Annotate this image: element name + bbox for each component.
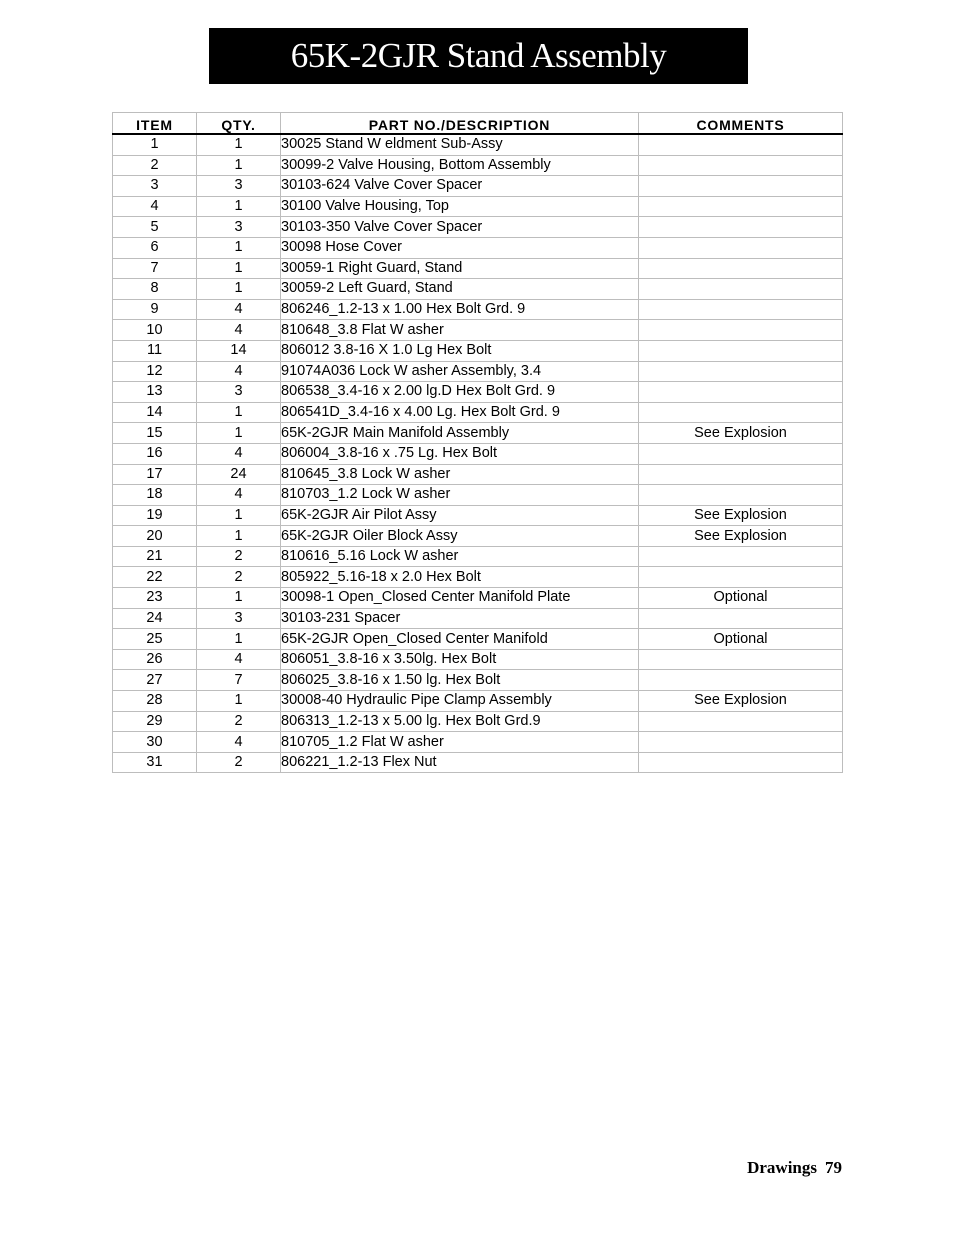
cell-qty: 4 — [197, 485, 281, 506]
page-title: 65K-2GJR Stand Assembly — [209, 28, 748, 84]
cell-item: 18 — [113, 485, 197, 506]
cell-item: 27 — [113, 670, 197, 691]
cell-qty: 1 — [197, 258, 281, 279]
cell-qty: 4 — [197, 299, 281, 320]
table-row — [113, 670, 843, 691]
cell-item: 30 — [113, 732, 197, 753]
cell-item: 17 — [113, 464, 197, 485]
cell-qty: 4 — [197, 361, 281, 382]
cell-description: 30100 Valve Housing, Top — [281, 196, 639, 217]
cell-description: 65K-2GJR Open_Closed Center Manifold — [281, 629, 639, 650]
cell-description: 806004_3.8-16 x .75 Lg. Hex Bolt — [281, 443, 639, 464]
cell-description: 30103-231 Spacer — [281, 608, 639, 629]
cell-qty: 14 — [197, 340, 281, 361]
cell-item: 29 — [113, 711, 197, 732]
column-header-item: ITEM — [113, 113, 197, 135]
cell-description: 30098-1 Open_Closed Center Manifold Plate — [281, 588, 639, 609]
cell-qty: 2 — [197, 711, 281, 732]
cell-comments — [639, 382, 843, 403]
cell-comments — [639, 649, 843, 670]
cell-item: 21 — [113, 546, 197, 567]
cell-qty: 1 — [197, 134, 281, 155]
cell-item: 23 — [113, 588, 197, 609]
cell-item: 8 — [113, 279, 197, 300]
cell-qty: 1 — [197, 526, 281, 547]
table-row — [113, 649, 843, 670]
cell-item: 16 — [113, 443, 197, 464]
cell-comments — [639, 443, 843, 464]
table-row — [113, 546, 843, 567]
table-row — [113, 526, 843, 547]
cell-item: 11 — [113, 340, 197, 361]
cell-description: 806541D_3.4-16 x 4.00 Lg. Hex Bolt Grd. 9 — [281, 402, 639, 423]
cell-item: 12 — [113, 361, 197, 382]
cell-comments — [639, 299, 843, 320]
cell-description: 30025 Stand W eldment Sub-Assy — [281, 134, 639, 155]
cell-description: 806051_3.8-16 x 3.50lg. Hex Bolt — [281, 649, 639, 670]
cell-item: 26 — [113, 649, 197, 670]
table-row — [113, 464, 843, 485]
cell-comments: Optional — [639, 629, 843, 650]
cell-description: 810648_3.8 Flat W asher — [281, 320, 639, 341]
cell-comments — [639, 217, 843, 238]
cell-item: 1 — [113, 134, 197, 155]
cell-description: 806012 3.8-16 X 1.0 Lg Hex Bolt — [281, 340, 639, 361]
cell-comments — [639, 237, 843, 258]
cell-description: 806313_1.2-13 x 5.00 lg. Hex Bolt Grd.9 — [281, 711, 639, 732]
table-row — [113, 237, 843, 258]
cell-description: 810705_1.2 Flat W asher — [281, 732, 639, 753]
cell-comments — [639, 320, 843, 341]
cell-qty: 4 — [197, 649, 281, 670]
cell-comments — [639, 546, 843, 567]
cell-comments: See Explosion — [639, 505, 843, 526]
cell-item: 15 — [113, 423, 197, 444]
cell-comments — [639, 732, 843, 753]
cell-description: 65K-2GJR Air Pilot Assy — [281, 505, 639, 526]
table-row — [113, 608, 843, 629]
cell-comments — [639, 176, 843, 197]
cell-comments — [639, 752, 843, 773]
cell-item: 10 — [113, 320, 197, 341]
cell-description: 805922_5.16-18 x 2.0 Hex Bolt — [281, 567, 639, 588]
cell-description: 30103-624 Valve Cover Spacer — [281, 176, 639, 197]
cell-item: 19 — [113, 505, 197, 526]
cell-qty: 3 — [197, 217, 281, 238]
table-row — [113, 196, 843, 217]
table-row — [113, 752, 843, 773]
table-row — [113, 217, 843, 238]
parts-table — [112, 112, 843, 773]
cell-comments — [639, 670, 843, 691]
cell-item: 9 — [113, 299, 197, 320]
table-row — [113, 732, 843, 753]
page-footer — [747, 1158, 842, 1178]
cell-qty: 1 — [197, 629, 281, 650]
footer-section-label: Drawings — [747, 1158, 817, 1177]
cell-qty: 2 — [197, 567, 281, 588]
table-row — [113, 361, 843, 382]
cell-qty: 1 — [197, 279, 281, 300]
cell-description: 30103-350 Valve Cover Spacer — [281, 217, 639, 238]
cell-item: 4 — [113, 196, 197, 217]
cell-item: 20 — [113, 526, 197, 547]
cell-description: 806246_1.2-13 x 1.00 Hex Bolt Grd. 9 — [281, 299, 639, 320]
cell-qty: 3 — [197, 608, 281, 629]
cell-item: 14 — [113, 402, 197, 423]
table-row — [113, 402, 843, 423]
cell-comments: See Explosion — [639, 526, 843, 547]
cell-description: 91074A036 Lock W asher Assembly, 3.4 — [281, 361, 639, 382]
cell-description: 806221_1.2-13 Flex Nut — [281, 752, 639, 773]
cell-comments: See Explosion — [639, 423, 843, 444]
cell-description: 806538_3.4-16 x 2.00 lg.D Hex Bolt Grd. 9 — [281, 382, 639, 403]
cell-comments — [639, 279, 843, 300]
table-row — [113, 176, 843, 197]
cell-description: 810616_5.16 Lock W asher — [281, 546, 639, 567]
table-row — [113, 485, 843, 506]
cell-description: 30099-2 Valve Housing, Bottom Assembly — [281, 155, 639, 176]
cell-item: 24 — [113, 608, 197, 629]
cell-comments — [639, 402, 843, 423]
cell-item: 13 — [113, 382, 197, 403]
table-row — [113, 340, 843, 361]
cell-item: 2 — [113, 155, 197, 176]
table-row — [113, 299, 843, 320]
cell-qty: 1 — [197, 402, 281, 423]
table-row — [113, 588, 843, 609]
cell-comments: Optional — [639, 588, 843, 609]
table-row — [113, 711, 843, 732]
table-row — [113, 629, 843, 650]
cell-qty: 4 — [197, 443, 281, 464]
cell-description: 30008-40 Hydraulic Pipe Clamp Assembly — [281, 691, 639, 712]
table-row — [113, 691, 843, 712]
cell-description: 806025_3.8-16 x 1.50 lg. Hex Bolt — [281, 670, 639, 691]
cell-qty: 1 — [197, 588, 281, 609]
table-row — [113, 443, 843, 464]
cell-comments — [639, 361, 843, 382]
cell-comments — [639, 258, 843, 279]
cell-qty: 4 — [197, 732, 281, 753]
column-header-comments: COMMENTS — [639, 113, 843, 135]
cell-qty: 2 — [197, 546, 281, 567]
cell-comments: See Explosion — [639, 691, 843, 712]
cell-qty: 1 — [197, 691, 281, 712]
cell-qty: 1 — [197, 155, 281, 176]
cell-item: 7 — [113, 258, 197, 279]
cell-description: 65K-2GJR Main Manifold Assembly — [281, 423, 639, 444]
cell-qty: 3 — [197, 176, 281, 197]
cell-comments — [639, 567, 843, 588]
table-row — [113, 258, 843, 279]
table-row — [113, 382, 843, 403]
table-row — [113, 567, 843, 588]
table-row — [113, 423, 843, 444]
cell-description: 810645_3.8 Lock W asher — [281, 464, 639, 485]
cell-item: 22 — [113, 567, 197, 588]
table-row — [113, 134, 843, 155]
cell-item: 25 — [113, 629, 197, 650]
cell-qty: 1 — [197, 196, 281, 217]
cell-description: 65K-2GJR Oiler Block Assy — [281, 526, 639, 547]
cell-comments — [639, 155, 843, 176]
cell-comments — [639, 340, 843, 361]
cell-description: 30098 Hose Cover — [281, 237, 639, 258]
table-row — [113, 155, 843, 176]
page-number: 79 — [825, 1158, 842, 1177]
cell-comments — [639, 196, 843, 217]
column-header-qty: QTY. — [197, 113, 281, 135]
cell-qty: 4 — [197, 320, 281, 341]
table-row — [113, 279, 843, 300]
cell-description: 30059-1 Right Guard, Stand — [281, 258, 639, 279]
cell-description: 810703_1.2 Lock W asher — [281, 485, 639, 506]
column-header-description: PART NO./DESCRIPTION — [281, 113, 639, 135]
cell-comments — [639, 485, 843, 506]
cell-description: 30059-2 Left Guard, Stand — [281, 279, 639, 300]
table-row — [113, 505, 843, 526]
cell-qty: 1 — [197, 505, 281, 526]
parts-table-body — [113, 134, 843, 773]
table-header-row — [113, 113, 843, 135]
cell-qty: 7 — [197, 670, 281, 691]
cell-comments — [639, 134, 843, 155]
cell-qty: 24 — [197, 464, 281, 485]
cell-comments — [639, 608, 843, 629]
cell-item: 6 — [113, 237, 197, 258]
cell-item: 3 — [113, 176, 197, 197]
cell-comments — [639, 711, 843, 732]
cell-item: 5 — [113, 217, 197, 238]
cell-item: 31 — [113, 752, 197, 773]
table-row — [113, 320, 843, 341]
cell-comments — [639, 464, 843, 485]
cell-qty: 2 — [197, 752, 281, 773]
cell-item: 28 — [113, 691, 197, 712]
cell-qty: 1 — [197, 237, 281, 258]
cell-qty: 1 — [197, 423, 281, 444]
cell-qty: 3 — [197, 382, 281, 403]
